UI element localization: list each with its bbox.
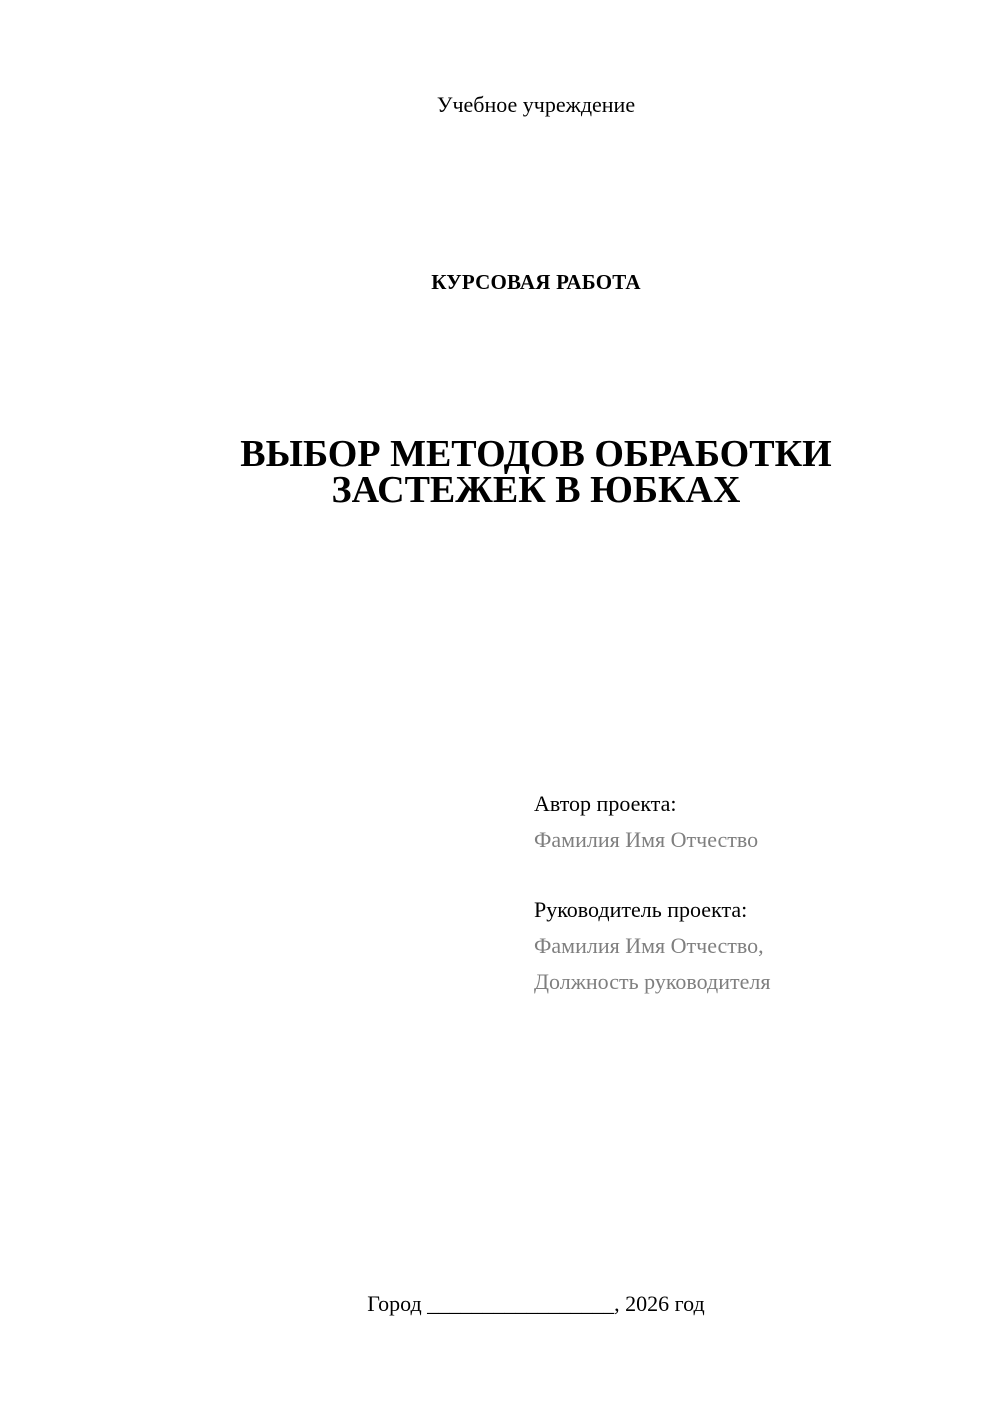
- info-spacer: [534, 858, 974, 892]
- institution-name: Учебное учреждение: [436, 92, 636, 117]
- project-info: [534, 786, 974, 1000]
- city-year-footer: Город _________________, 2026 год: [367, 1291, 705, 1316]
- work-type: КУРСОВАЯ РАБОТА: [431, 270, 641, 294]
- document-title: [0, 433, 1000, 511]
- supervisor-label: Руководитель проекта:: [534, 897, 748, 922]
- supervisor-name: Фамилия Имя Отчество,: [534, 933, 764, 958]
- supervisor-position: Должность руководителя: [534, 969, 771, 994]
- author-label: Автор проекта:: [534, 791, 677, 816]
- author-name: Фамилия Имя Отчество: [534, 827, 759, 852]
- document-title-line: ВЫБОР МЕТОДОВ ОБРАБОТКИ: [240, 433, 832, 475]
- document-title-line: ЗАСТЕЖЕК В ЮБКАХ: [331, 469, 741, 511]
